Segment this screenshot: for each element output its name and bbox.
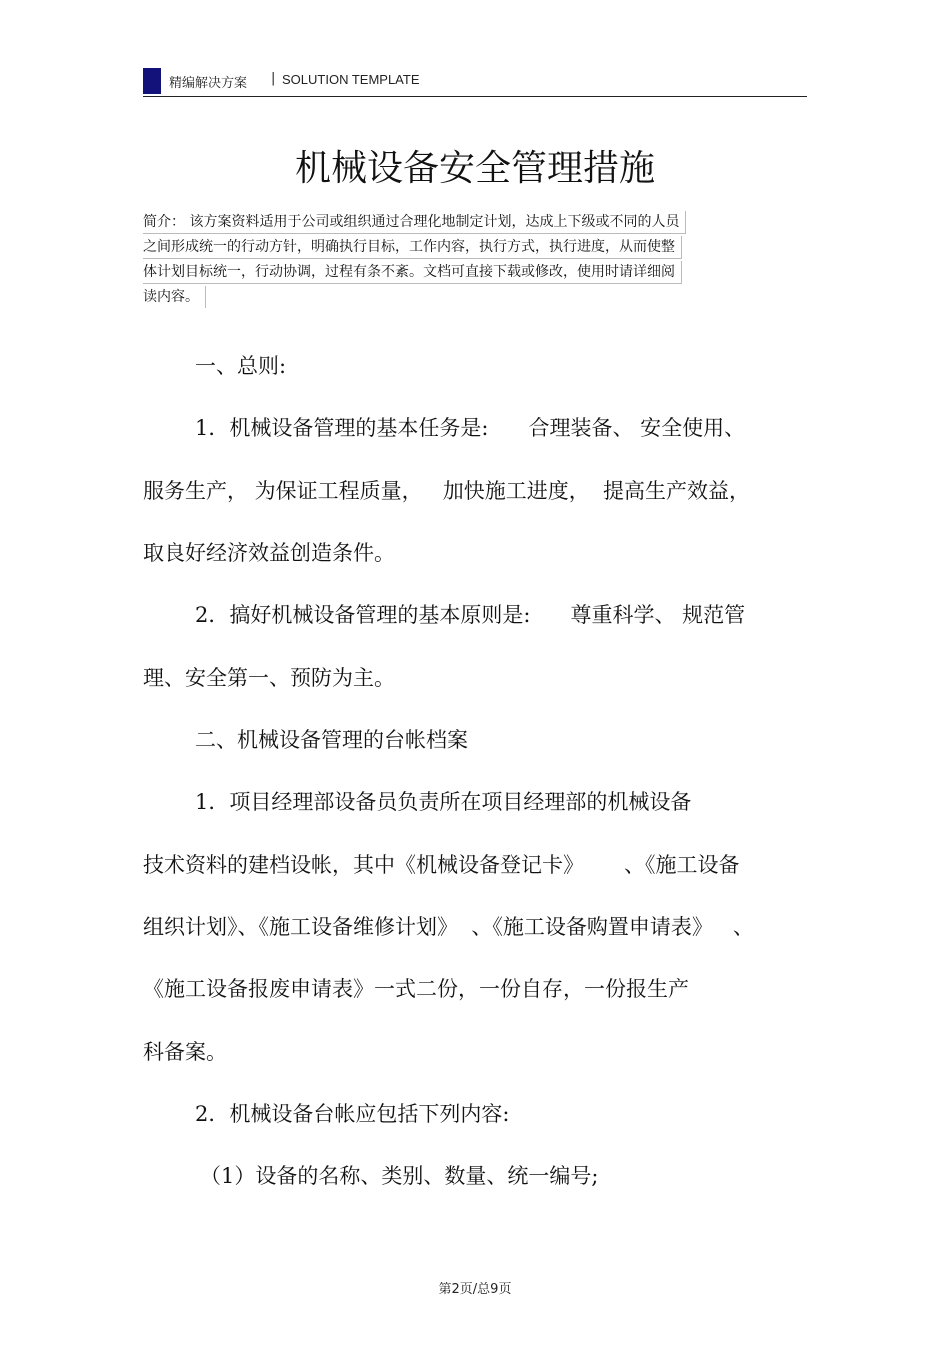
intro-line: 简介： 该方案资料适用于公司或组织通过合理化地制定计划，达成上下级或不同的人员 xyxy=(143,211,686,234)
logo-icon xyxy=(143,68,161,94)
section-heading: 二、机械设备管理的台帐档案 xyxy=(195,728,468,752)
document-title: 机械设备安全管理措施 xyxy=(294,148,655,189)
body-paragraph-line: 1．项目经理部设备员负责所在项目经理部的机械设备 xyxy=(195,790,692,814)
intro-line: 体计划目标统一，行动协调，过程有条不紊。文档可直接下载或修改，使用时请详细阅 xyxy=(143,261,682,284)
body-paragraph-line: 服务生产， 为保证工程质量， 加快施工进度， 提高生产效益， xyxy=(143,479,751,503)
header-template-label: SOLUTION TEMPLATE xyxy=(282,72,420,87)
body-paragraph-line: 《施工设备报废申请表》一式二份，一份自存，一份报生产 xyxy=(143,977,689,1001)
body-paragraph-line: 组织计划》、《施工设备维修计划》 、《施工设备购置申请表》 、 xyxy=(143,915,754,939)
body-paragraph-line: 2．搞好机械设备管理的基本原则是: 尊重科学、 规范管 xyxy=(195,603,746,627)
section-heading: 一、总则: xyxy=(195,354,287,378)
page-number: 第2页/总9页 xyxy=(438,1282,512,1297)
intro-line: 读内容。 xyxy=(143,286,206,308)
body-paragraph-line: 技术资料的建档设帐，其中《机械设备登记卡》 、《施工设备 xyxy=(143,853,740,877)
header-brand: 精编解决方案 xyxy=(169,76,248,91)
body-paragraph-line: 科备案。 xyxy=(143,1040,227,1064)
intro-line: 之间形成统一的行动方针，明确执行目标，工作内容，执行方式，执行进度，从而使整 xyxy=(143,236,682,259)
body-paragraph-line: 取良好经济效益创造条件。 xyxy=(143,541,395,565)
header-separator: | xyxy=(271,71,276,86)
body-paragraph-line: 理、安全第一、预防为主。 xyxy=(143,666,395,690)
body-paragraph-line: 2．机械设备台帐应包括下列内容: xyxy=(195,1102,510,1126)
list-item: （1）设备的名称、类别、数量、统一编号; xyxy=(200,1164,599,1188)
page-header xyxy=(143,66,807,97)
body-paragraph-line: 1．机械设备管理的基本任务是: 合理装备、 安全使用、 xyxy=(195,416,746,440)
